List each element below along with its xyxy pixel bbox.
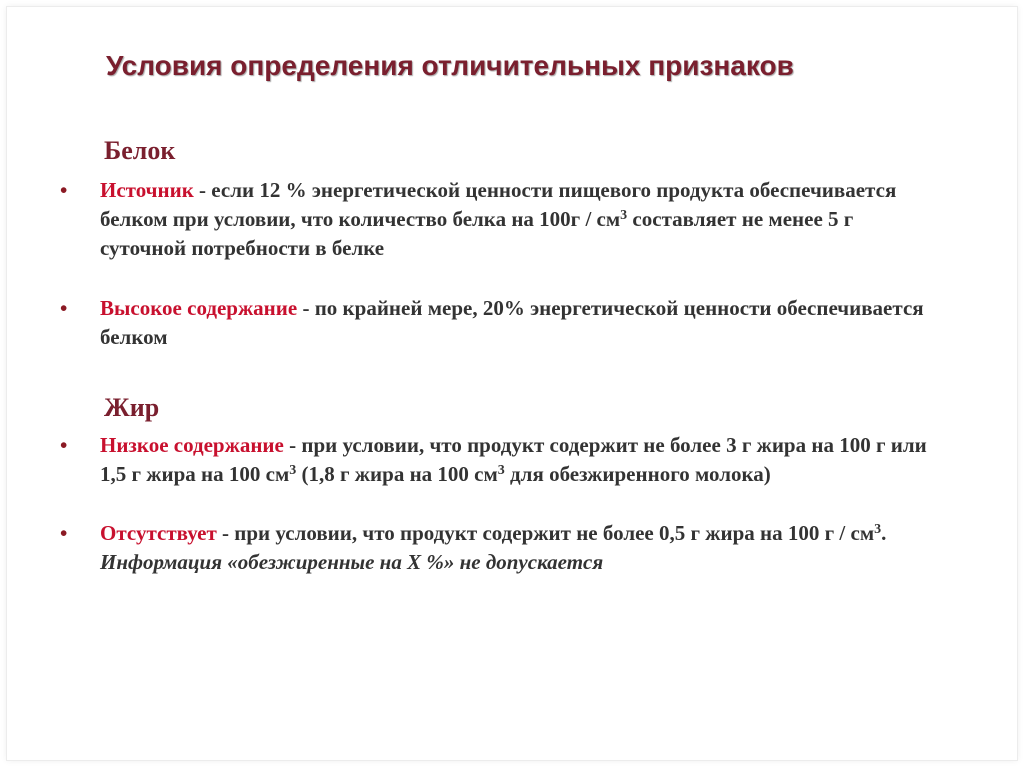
term-label: Низкое содержание: [100, 433, 284, 457]
section-heading-fat: Жир: [104, 393, 160, 422]
term-label: Источник: [100, 178, 194, 202]
bullet-body: - при условии, что продукт содержит не более 3 г жира на 100 г или 1,5 г жира на 100 см: [100, 433, 927, 486]
superscript: 3: [874, 522, 882, 537]
bullet-body: - при условии, что продукт содержит не более 0,5 г жира на 100 г / см: [216, 521, 875, 545]
slide-frame: [6, 6, 1018, 761]
bullet-icon: •: [60, 433, 68, 457]
bullet-icon: •: [60, 296, 68, 320]
term-label: Высокое содержание: [100, 296, 298, 320]
bullet-note: Информация «обезжиренные на X %» не допускается: [100, 550, 604, 574]
superscript: 3: [620, 208, 628, 223]
bullet-body: - если 12 % энергетической ценности пищевого продукта обеспечивается белком при условии, что количество белка на 100г / см: [100, 178, 897, 231]
bullet-text: [100, 176, 940, 263]
bullet-body: - по крайней мере, 20% энергетической ценности обеспечивается белком: [100, 296, 924, 349]
bullet-body: .: [881, 521, 887, 545]
bullet-item-fat-low: [60, 431, 940, 489]
term-label: Отсутствует: [100, 521, 217, 545]
bullet-body: для обезжиренного молока): [504, 462, 771, 486]
bullet-body: составляет не менее 5 г суточной потребности в белке: [100, 207, 854, 260]
bullet-body: (1,8 г жира на 100 см: [296, 462, 498, 486]
bullet-text: [100, 294, 940, 352]
section-heading-protein: Белок: [104, 136, 176, 165]
bullet-text: [100, 519, 940, 577]
slide-title: Условия определения отличительных признаков: [106, 50, 794, 81]
bullet-icon: •: [60, 521, 68, 545]
bullet-item-protein-source: [60, 176, 940, 263]
bullet-text: [100, 431, 940, 489]
bullet-item-fat-absent: [60, 519, 940, 577]
bullet-icon: •: [60, 178, 68, 202]
superscript: 3: [289, 463, 297, 478]
superscript: 3: [497, 463, 505, 478]
bullet-item-protein-high: [60, 294, 940, 352]
